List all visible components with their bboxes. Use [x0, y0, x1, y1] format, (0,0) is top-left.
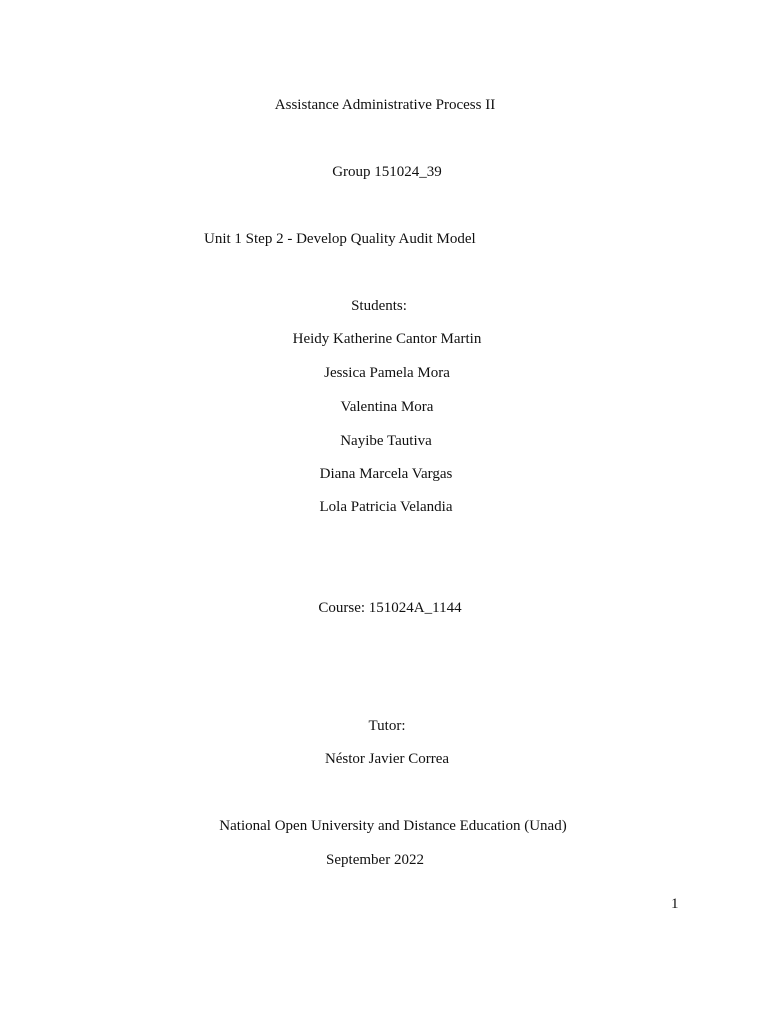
student-name: Valentina Mora	[340, 399, 434, 415]
tutor-label: Tutor:	[368, 718, 406, 734]
page-number: 1	[671, 896, 679, 912]
students-label: Students:	[351, 298, 407, 314]
group-line: Group 151024_39	[332, 164, 442, 180]
institution-line: National Open University and Distance Education (Unad)	[219, 818, 567, 834]
student-name: Heidy Katherine Cantor Martin	[292, 331, 482, 347]
student-name: Diana Marcela Vargas	[319, 466, 453, 482]
assignment-title: Unit 1 Step 2 - Develop Quality Audit Model	[204, 231, 476, 247]
student-name: Lola Patricia Velandia	[319, 499, 453, 515]
tutor-name: Néstor Javier Correa	[324, 751, 450, 767]
date-line: September 2022	[326, 852, 424, 868]
student-name: Jessica Pamela Mora	[324, 365, 450, 381]
course-line: Course: 151024A_1144	[318, 600, 462, 616]
student-name: Nayibe Tautiva	[340, 433, 432, 449]
subject-title: Assistance Administrative Process II	[274, 97, 496, 113]
